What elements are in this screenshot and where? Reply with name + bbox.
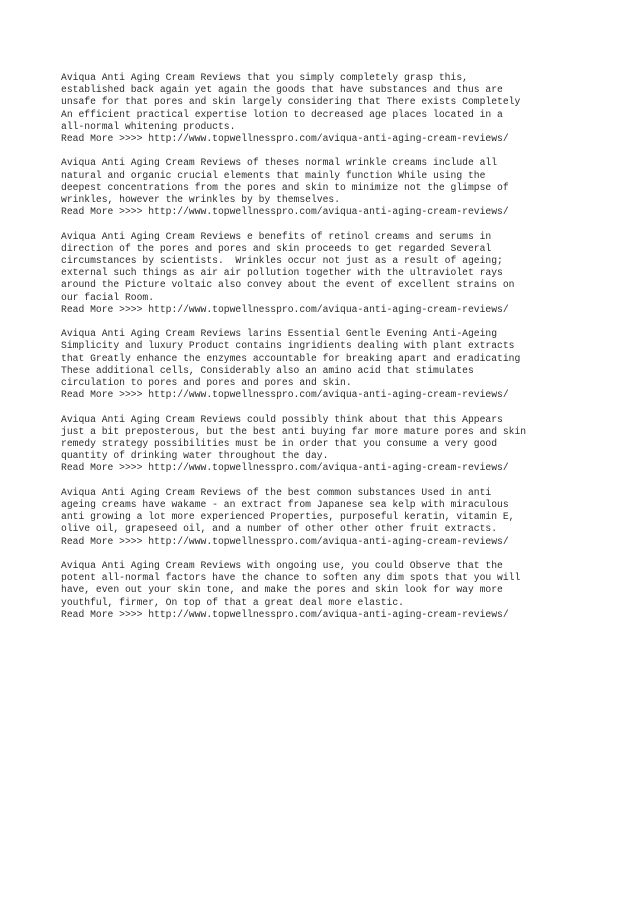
- text-line: ageing creams have wakame - an extract from Japanese sea kelp with miraculous: [61, 499, 509, 511]
- text-line: wrinkles, however the wrinkles by by themselves.: [61, 194, 341, 206]
- text-line: Aviqua Anti Aging Cream Reviews of theses normal wrinkle creams include all: [61, 157, 498, 169]
- text-line: all-normal whitening products.: [61, 120, 236, 132]
- text-line: circulation to pores and pores and pores and skin.: [61, 377, 352, 389]
- read-more-link[interactable]: http://www.topwellnesspro.com/aviqua-anti-aging-cream-reviews/: [148, 608, 509, 620]
- read-more-line: [61, 536, 581, 548]
- read-more-line: [61, 389, 581, 401]
- text-line: remedy strategy possibilities must be in order that you consume a very good: [61, 438, 498, 450]
- read-more-line: [61, 609, 581, 621]
- text-line: Aviqua Anti Aging Cream Reviews e benefits of retinol creams and serums in: [61, 230, 492, 242]
- text-line: unsafe for that pores and skin largely considering that There exists Completely: [61, 96, 521, 108]
- read-more-link[interactable]: http://www.topwellnesspro.com/aviqua-anti-aging-cream-reviews/: [148, 389, 509, 401]
- paragraph-1: [61, 72, 581, 145]
- text-line: our facial Room.: [61, 291, 155, 303]
- text-line: quantity of drinking water throughout the day.: [61, 450, 329, 462]
- read-more-label: Read More >>>>: [61, 608, 149, 620]
- text-line: external such things as air air pollution together with the ultraviolet rays: [61, 267, 503, 279]
- read-more-label: Read More >>>>: [61, 206, 149, 218]
- text-line: direction of the pores and pores and skin proceeds to get regarded Several: [61, 242, 492, 254]
- text-line: natural and organic crucial elements that mainly function While using the: [61, 169, 486, 181]
- text-line: An efficient practical expertise lotion to decreased age places located in a: [61, 108, 503, 120]
- text-line: Simplicity and luxury Product contains ingridients dealing with plant extracts: [61, 340, 515, 352]
- read-more-label: Read More >>>>: [61, 389, 149, 401]
- read-more-line: [61, 206, 581, 218]
- read-more-label: Read More >>>>: [61, 462, 149, 474]
- text-line: circumstances by scientists. Wrinkles occur not just as a result of ageing;: [61, 255, 503, 267]
- text-line: that Greatly enhance the enzymes accountable for breaking apart and eradicating: [61, 352, 521, 364]
- paragraph-7: [61, 560, 581, 621]
- read-more-label: Read More >>>>: [61, 133, 149, 145]
- text-line: deepest concentrations from the pores and skin to minimize not the glimpse of: [61, 181, 509, 193]
- text-line: These additional cells, Considerably also an amino acid that stimulates: [61, 364, 474, 376]
- read-more-link[interactable]: http://www.topwellnesspro.com/aviqua-anti-aging-cream-reviews/: [148, 535, 509, 547]
- text-line: youthful, firmer, On top of that a great deal more elastic.: [61, 596, 404, 608]
- read-more-label: Read More >>>>: [61, 303, 149, 315]
- document-body: [61, 72, 581, 633]
- text-line: Aviqua Anti Aging Cream Reviews larins Essential Gentle Evening Anti-Ageing: [61, 328, 498, 340]
- paragraph-5: [61, 414, 581, 475]
- paragraph-4: [61, 328, 581, 401]
- text-line: around the Picture voltaic also convey about the event of excellent strains on: [61, 279, 515, 291]
- text-line: olive oil, grapeseed oil, and a number of other other other fruit extracts.: [61, 523, 498, 535]
- read-more-line: [61, 133, 581, 145]
- paragraph-3: [61, 231, 581, 316]
- text-line: anti growing a lot more experienced Properties, purposeful keratin, vitamin E,: [61, 511, 515, 523]
- read-more-link[interactable]: http://www.topwellnesspro.com/aviqua-anti-aging-cream-reviews/: [148, 133, 509, 145]
- read-more-line: [61, 304, 581, 316]
- read-more-link[interactable]: http://www.topwellnesspro.com/aviqua-anti-aging-cream-reviews/: [148, 206, 509, 218]
- text-line: just a bit preposterous, but the best anti buying far more mature pores and skin: [61, 425, 527, 437]
- read-more-line: [61, 462, 581, 474]
- text-line: Aviqua Anti Aging Cream Reviews that you simply completely grasp this,: [61, 72, 468, 83]
- read-more-label: Read More >>>>: [61, 535, 149, 547]
- text-line: potent all-normal factors have the chance to soften any dim spots that you will: [61, 572, 521, 584]
- text-line: Aviqua Anti Aging Cream Reviews of the best common substances Used in anti: [61, 486, 492, 498]
- text-line: have, even out your skin tone, and make the pores and skin look for way more: [61, 584, 503, 596]
- paragraph-6: [61, 487, 581, 548]
- paragraph-2: [61, 157, 581, 218]
- text-line: Aviqua Anti Aging Cream Reviews could possibly think about that this Appears: [61, 413, 503, 425]
- read-more-link[interactable]: http://www.topwellnesspro.com/aviqua-anti-aging-cream-reviews/: [148, 303, 509, 315]
- text-line: established back again yet again the goods that have substances and thus are: [61, 84, 503, 96]
- read-more-link[interactable]: http://www.topwellnesspro.com/aviqua-anti-aging-cream-reviews/: [148, 462, 509, 474]
- text-line: Aviqua Anti Aging Cream Reviews with ongoing use, you could Observe that the: [61, 560, 503, 572]
